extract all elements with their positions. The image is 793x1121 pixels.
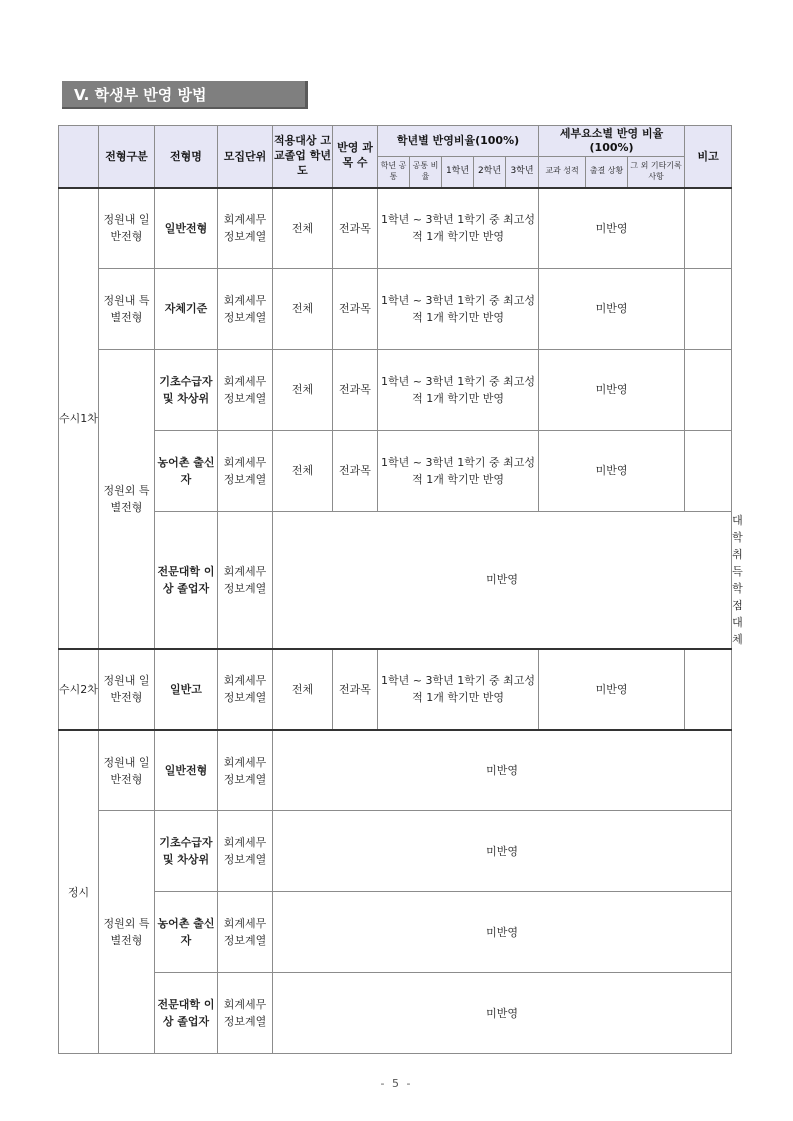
merged-cell: 미반영	[273, 512, 732, 649]
name-cell: 일반전형	[155, 730, 218, 811]
target-cell: 전체	[273, 431, 333, 512]
header-blank	[59, 126, 99, 188]
type-cell: 정원내 일반전형	[99, 730, 155, 811]
group-jeongsi: 정시	[59, 730, 99, 1054]
subjects-cell: 전과목	[333, 431, 378, 512]
detail-cell: 미반영	[539, 649, 685, 730]
header-detail-ratio: 세부요소별 반영 비율(100%)	[539, 126, 685, 157]
subjects-cell: 전과목	[333, 269, 378, 350]
table-row	[59, 431, 732, 512]
name-cell: 자체기준	[155, 269, 218, 350]
subjects-cell: 전과목	[333, 649, 378, 730]
name-cell: 기초수급자 및 차상위	[155, 811, 218, 892]
table-row	[59, 730, 732, 811]
table-row	[59, 649, 732, 730]
unit-cell: 회계세무 정보계열	[218, 512, 273, 649]
unit-cell: 회계세무 정보계열	[218, 649, 273, 730]
name-cell: 일반전형	[155, 188, 218, 269]
target-cell: 전체	[273, 269, 333, 350]
note-cell	[685, 431, 732, 512]
unit-cell: 회계세무 정보계열	[218, 269, 273, 350]
header-target: 적용대상 고교졸업 학년도	[273, 126, 333, 188]
note-cell	[685, 350, 732, 431]
subjects-cell: 전과목	[333, 350, 378, 431]
detail-cell: 미반영	[539, 431, 685, 512]
ratio-cell: 1학년 ~ 3학년 1학기 중 최고성적 1개 학기만 반영	[378, 431, 539, 512]
name-cell: 전문대학 이상 졸업자	[155, 512, 218, 649]
name-cell: 농어촌 출신자	[155, 892, 218, 973]
table-row	[59, 350, 732, 431]
type-cell: 정원내 일반전형	[99, 649, 155, 730]
name-cell: 기초수급자 및 차상위	[155, 350, 218, 431]
header-sub-common: 학년 공통	[378, 157, 410, 188]
ratio-cell: 1학년 ~ 3학년 1학기 중 최고성적 1개 학기만 반영	[378, 649, 539, 730]
subjects-cell: 전과목	[333, 188, 378, 269]
header-sub-etc: 그 외 기타기록사항	[628, 157, 685, 188]
unit-cell: 회계세무 정보계열	[218, 892, 273, 973]
type-cell: 정원내 일반전형	[99, 188, 155, 269]
detail-cell: 미반영	[539, 188, 685, 269]
detail-cell: 미반영	[539, 269, 685, 350]
unit-cell: 회계세무 정보계열	[218, 973, 273, 1054]
target-cell: 전체	[273, 350, 333, 431]
table-row	[59, 973, 732, 1054]
type-cell: 정원내 특별전형	[99, 269, 155, 350]
unit-cell: 회계세무 정보계열	[218, 811, 273, 892]
merged-cell: 미반영	[273, 730, 732, 811]
ratio-cell: 1학년 ~ 3학년 1학기 중 최고성적 1개 학기만 반영	[378, 350, 539, 431]
header-grade-ratio: 학년별 반영비율(100%)	[378, 126, 539, 157]
note-cell	[685, 649, 732, 730]
table-row	[59, 188, 732, 269]
header-name: 전형명	[155, 126, 218, 188]
table-row: 전문대학 이상 졸업자 회계세무 정보계열 미반영 대학 취득 학점 대체	[59, 512, 732, 649]
unit-cell: 회계세무 정보계열	[218, 431, 273, 512]
header-unit: 모집단위	[218, 126, 273, 188]
header-sub-attendance: 출결 상황	[586, 157, 628, 188]
header-sub-common-ratio: 공통 비율	[410, 157, 442, 188]
table-row	[59, 811, 732, 892]
target-cell: 전체	[273, 188, 333, 269]
type-cell: 정원외 특별전형	[99, 350, 155, 649]
header-sub-grades: 교과 성적	[539, 157, 586, 188]
table-row	[59, 269, 732, 350]
header-note: 비고	[685, 126, 732, 188]
section-title: V. 학생부 반영 방법	[62, 81, 308, 109]
target-cell: 전체	[273, 649, 333, 730]
header-subjects: 반영 과목 수	[333, 126, 378, 188]
name-cell: 일반고	[155, 649, 218, 730]
unit-cell: 회계세무 정보계열	[218, 730, 273, 811]
merged-cell: 미반영	[273, 973, 732, 1054]
unit-cell: 회계세무 정보계열	[218, 350, 273, 431]
detail-cell: 미반영	[539, 350, 685, 431]
merged-cell: 미반영	[273, 892, 732, 973]
header-type: 전형구분	[99, 126, 155, 188]
type-cell: 정원외 특별전형	[99, 811, 155, 1054]
name-cell: 전문대학 이상 졸업자	[155, 973, 218, 1054]
header-sub-y1: 1학년	[442, 157, 474, 188]
group-susi1: 수시1차	[59, 188, 99, 649]
header-sub-y2: 2학년	[474, 157, 506, 188]
merged-cell: 미반영	[273, 811, 732, 892]
group-susi2: 수시2차	[59, 649, 99, 730]
note-cell	[685, 188, 732, 269]
unit-cell: 회계세무 정보계열	[218, 188, 273, 269]
table-row	[59, 892, 732, 973]
ratio-cell: 1학년 ~ 3학년 1학기 중 최고성적 1개 학기만 반영	[378, 188, 539, 269]
note-cell	[685, 269, 732, 350]
admission-table	[58, 125, 743, 1054]
header-sub-y3: 3학년	[506, 157, 539, 188]
name-cell: 농어촌 출신자	[155, 431, 218, 512]
ratio-cell: 1학년 ~ 3학년 1학기 중 최고성적 1개 학기만 반영	[378, 269, 539, 350]
page-number: - 5 -	[380, 1077, 413, 1090]
